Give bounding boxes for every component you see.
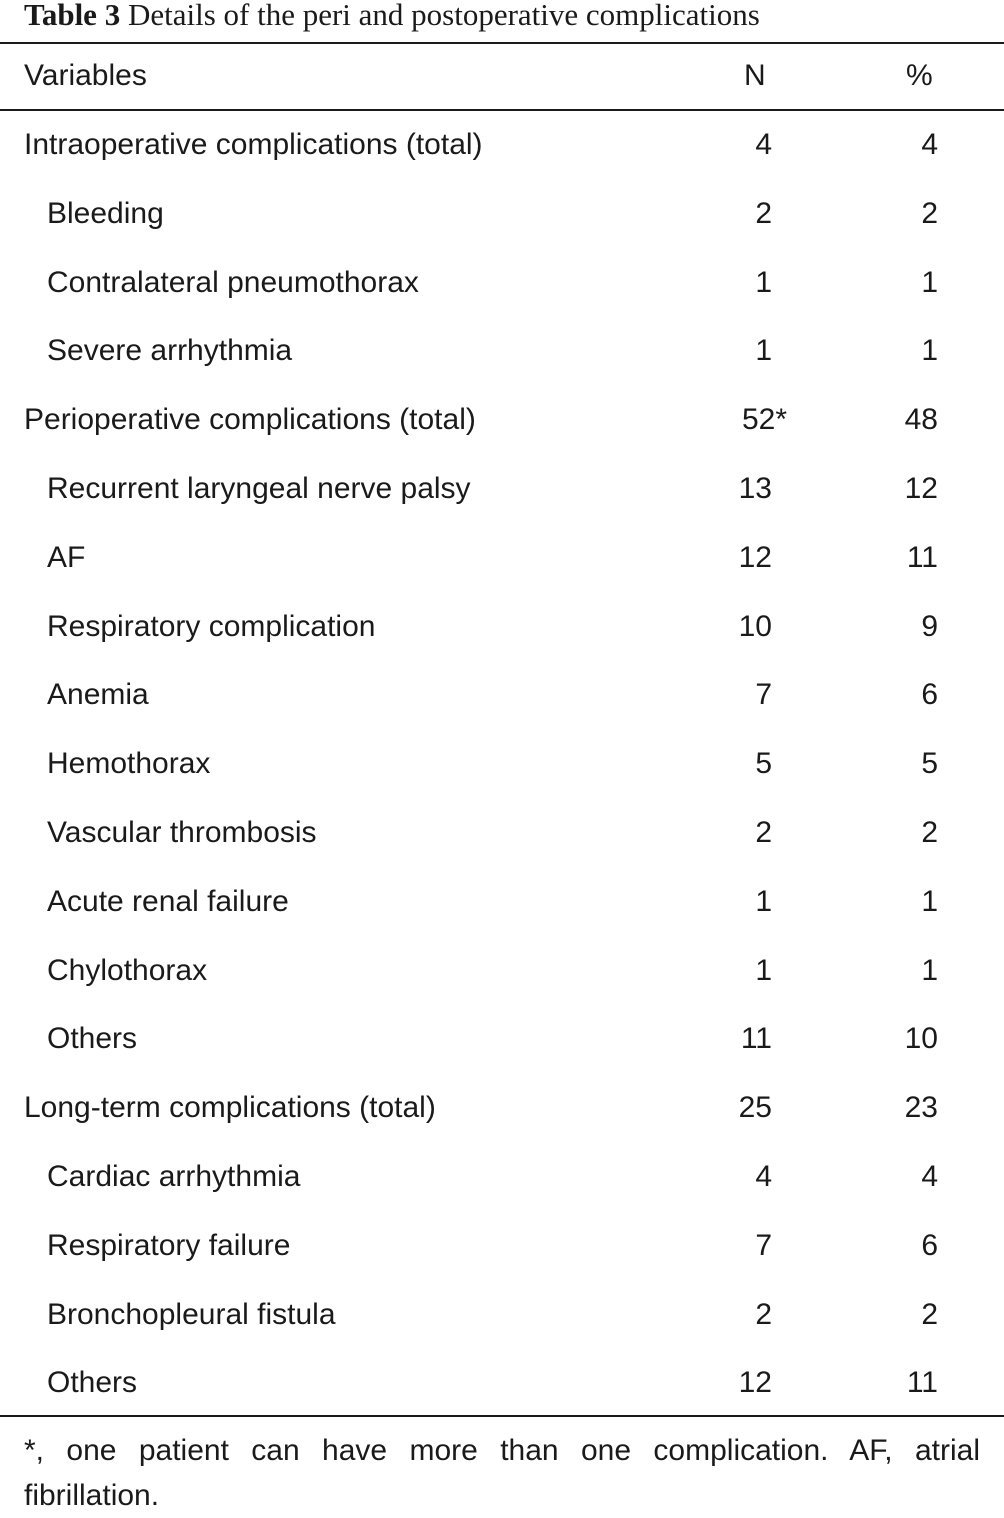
table-row	[0, 317, 1004, 386]
cell-variable: Long-term complications (total)	[24, 1091, 436, 1125]
cell-variable: Anemia	[47, 678, 149, 712]
cell-percent: 1	[921, 884, 938, 918]
cell-variable: Respiratory failure	[47, 1228, 291, 1262]
header-variables: Variables	[24, 59, 147, 92]
cell-variable: Intraoperative complications (total)	[24, 128, 483, 161]
cell-n: 2	[755, 196, 772, 230]
table-row	[0, 1349, 1004, 1418]
cell-n: 2	[755, 815, 772, 849]
cell-n: 12	[738, 540, 772, 574]
table-row	[0, 1281, 1004, 1350]
cell-percent: 2	[921, 1297, 938, 1331]
table-row	[0, 180, 1004, 249]
table-body	[0, 111, 1004, 1418]
table-row	[0, 1005, 1004, 1074]
table-row	[0, 730, 1004, 799]
cell-variable: AF	[47, 540, 86, 574]
cell-variable: Others	[47, 1022, 138, 1056]
cell-percent: 1	[921, 953, 938, 987]
cell-n: 2	[755, 1297, 772, 1331]
bottom-rule	[0, 1415, 1004, 1417]
cell-variable: Vascular thrombosis	[47, 815, 317, 849]
cell-n: 4	[755, 128, 772, 161]
table-row	[0, 937, 1004, 1006]
table-row	[0, 1143, 1004, 1212]
cell-percent: 12	[904, 471, 938, 505]
cell-percent: 10	[904, 1022, 938, 1056]
cell-variable: Chylothorax	[47, 953, 208, 987]
cell-n: 52*	[741, 403, 787, 437]
header-percent: %	[906, 59, 933, 92]
cell-percent: 1	[921, 334, 938, 368]
table-footnote: *, one patient can have more than one complication. AF, atrial fibrillation.	[24, 1434, 980, 1512]
cell-n: 4	[755, 1159, 772, 1193]
cell-percent: 1	[921, 265, 938, 299]
table-group-row	[0, 111, 1004, 180]
cell-percent: 4	[921, 1159, 938, 1193]
cell-n: 1	[755, 334, 772, 368]
table-row	[0, 593, 1004, 662]
cell-n: 7	[755, 678, 772, 712]
cell-variable: Severe arrhythmia	[47, 334, 293, 368]
table-row	[0, 524, 1004, 593]
cell-variable: Others	[47, 1366, 138, 1400]
cell-percent: 23	[904, 1091, 938, 1125]
cell-n: 10	[738, 609, 772, 643]
cell-percent: 4	[921, 128, 938, 161]
cell-variable: Bleeding	[47, 196, 164, 230]
header-n: N	[744, 59, 766, 92]
cell-percent: 2	[921, 815, 938, 849]
table-group-row	[0, 1074, 1004, 1143]
table-row	[0, 661, 1004, 730]
cell-variable: Bronchopleural fistula	[47, 1297, 336, 1331]
cell-n: 25	[738, 1091, 772, 1125]
cell-variable: Contralateral pneumothorax	[47, 265, 419, 299]
cell-n: 12	[738, 1366, 772, 1400]
cell-n: 1	[755, 265, 772, 299]
table-title: Details of the peri and postoperative complications	[127, 0, 760, 32]
cell-n: 11	[740, 1022, 772, 1056]
table-group-row	[0, 386, 1004, 455]
table-row	[0, 799, 1004, 868]
cell-percent: 5	[921, 747, 938, 781]
cell-n: 5	[755, 747, 772, 781]
cell-percent: 9	[921, 609, 938, 643]
cell-percent: 6	[921, 1228, 938, 1262]
cell-variable: Acute renal failure	[47, 884, 289, 918]
cell-variable: Recurrent laryngeal nerve palsy	[47, 471, 471, 505]
table-row	[0, 868, 1004, 937]
cell-variable: Cardiac arrhythmia	[47, 1159, 301, 1193]
cell-n: 1	[755, 953, 772, 987]
cell-n: 7	[755, 1228, 772, 1262]
cell-percent: 11	[906, 1366, 938, 1400]
cell-percent: 48	[904, 403, 938, 437]
table-row	[0, 249, 1004, 318]
cell-percent: 6	[921, 678, 938, 712]
table-row	[0, 455, 1004, 524]
table-row	[0, 1212, 1004, 1281]
cell-variable: Perioperative complications (total)	[24, 403, 476, 437]
cell-n: 1	[755, 884, 772, 918]
cell-n: 13	[738, 471, 772, 505]
cell-percent: 2	[921, 196, 938, 230]
cell-variable: Respiratory complication	[47, 609, 376, 643]
cell-percent: 11	[906, 540, 938, 574]
cell-variable: Hemothorax	[47, 747, 211, 781]
table-label: Table 3	[24, 0, 121, 32]
table-caption	[24, 0, 760, 36]
table-header-row	[0, 44, 1004, 109]
